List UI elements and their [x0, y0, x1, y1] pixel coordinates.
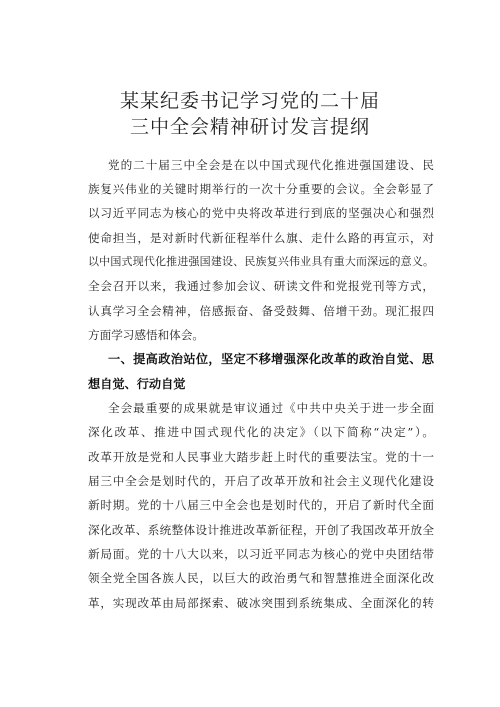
body-line: 届三中全会是划时代的，开启了改革开放和社会主义现代化建设	[88, 474, 434, 488]
section-heading: 一、提高政治站位，坚定不移增强深化改革的政治自觉、思	[108, 352, 434, 366]
intro-line: 党的二十届三中全会是在以中国式现代化推进强国建设、民	[108, 158, 434, 172]
intro-line: 全会召开以来，我通过参加会议、研读文件和党报党刊等方式，	[88, 279, 434, 293]
document-title-line-2: 三中全会精神研讨发言提纲	[129, 116, 370, 138]
intro-line: 以习近平同志为核心的党中央将改革进行到底的坚强决心和强烈	[88, 206, 434, 220]
body-line: 改革开放是党和人民事业大踏步赶上时代的重要法宝。党的十一	[88, 450, 434, 464]
intro-line: 以中国式现代化推进强国建设、民族复兴伟业具有重大而深远的意义。	[88, 255, 434, 268]
section-heading-continued: 想自觉、行动自觉	[88, 377, 186, 391]
body-line: 深化改革、系统整体设计推进改革新征程，开创了我国改革开放全	[88, 523, 434, 537]
intro-line: 方面学习感悟和体会。	[88, 328, 204, 342]
intro-line: 使命担当，是对新时代新征程举什么旗、走什么路的再宣示，对	[88, 231, 434, 245]
body-line: 新局面。党的十八大以来，以习近平同志为核心的党中央团结带	[88, 547, 434, 561]
intro-line: 族复兴伟业的关键时期举行的一次十分重要的会议。全会彰显了	[88, 182, 434, 196]
body-line: 领全党全国各族人民，以巨大的政治勇气和智慧推进全面深化改	[88, 571, 434, 585]
body-line: 全会最重要的成果就是审议通过《中共中央关于进一步全面	[108, 401, 434, 415]
body-line: 新时期。党的十八届三中全会也是划时代的，开启了新时代全面	[88, 498, 434, 512]
document-title-line-1: 某某纪委书记学习党的二十届	[119, 90, 380, 112]
body-line: 深化改革、推进中国式现代化的决定》（以下简称“决定”）。	[88, 425, 434, 439]
body-line: 革，实现改革由局部探索、破冰突围到系统集成、全面深化的转	[88, 596, 434, 610]
intro-line: 认真学习全会精神，倍感振奋、备受鼓舞、倍增干劲。现汇报四	[88, 304, 434, 318]
